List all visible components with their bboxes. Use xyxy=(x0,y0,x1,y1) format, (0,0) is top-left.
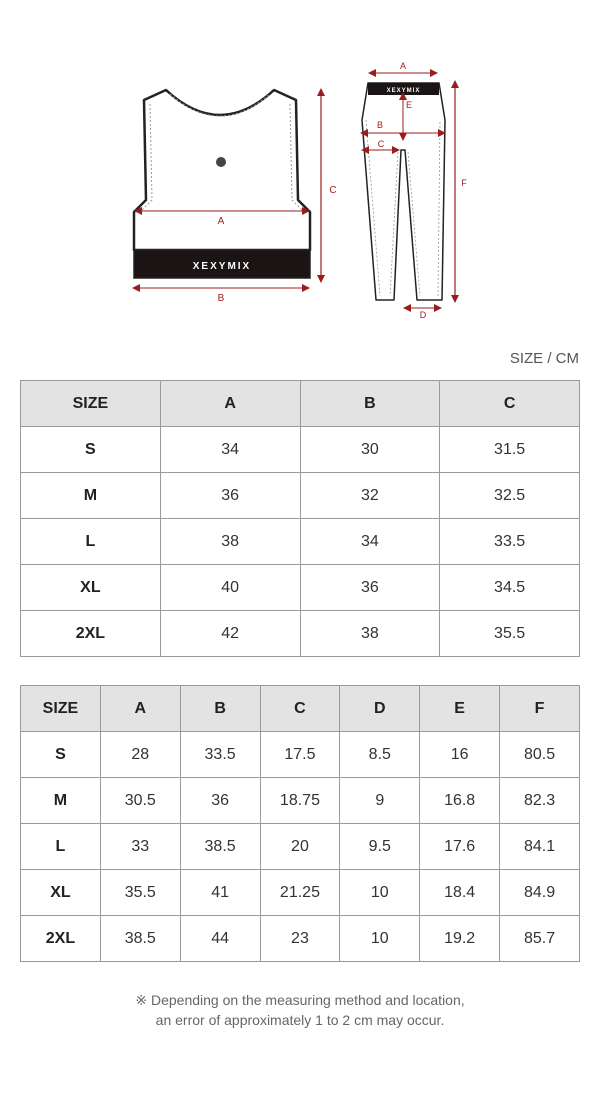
table-row xyxy=(21,824,580,870)
value-cell: 40 xyxy=(160,565,300,611)
value-cell: 32 xyxy=(300,473,440,519)
table-row xyxy=(21,427,580,473)
top-header-size: SIZE xyxy=(21,381,161,427)
value-cell: 10 xyxy=(340,916,420,962)
bottom-table-header-row xyxy=(21,686,580,732)
value-cell: 35.5 xyxy=(100,870,180,916)
value-cell: 33.5 xyxy=(180,732,260,778)
table-row xyxy=(21,732,580,778)
top-header-b: B xyxy=(300,381,440,427)
value-cell: 17.5 xyxy=(260,732,340,778)
value-cell: 44 xyxy=(180,916,260,962)
bottom-header-c: C xyxy=(260,686,340,732)
bottom-size-table xyxy=(20,685,580,962)
value-cell: 84.9 xyxy=(500,870,580,916)
value-cell: 38.5 xyxy=(100,916,180,962)
value-cell: 34 xyxy=(300,519,440,565)
size-cell: M xyxy=(21,778,101,824)
top-measure-label-c: C xyxy=(329,185,337,196)
table-row xyxy=(21,870,580,916)
value-cell: 21.25 xyxy=(260,870,340,916)
value-cell: 9.5 xyxy=(340,824,420,870)
value-cell: 36 xyxy=(160,473,300,519)
bottom-header-e: E xyxy=(420,686,500,732)
value-cell: 33.5 xyxy=(440,519,580,565)
value-cell: 84.1 xyxy=(500,824,580,870)
value-cell: 34.5 xyxy=(440,565,580,611)
size-cell: L xyxy=(21,519,161,565)
value-cell: 20 xyxy=(260,824,340,870)
table-row xyxy=(21,519,580,565)
top-header-a: A xyxy=(160,381,300,427)
table-row xyxy=(21,778,580,824)
size-cell: XL xyxy=(21,565,161,611)
value-cell: 17.6 xyxy=(420,824,500,870)
table-row xyxy=(21,916,580,962)
value-cell: 18.4 xyxy=(420,870,500,916)
size-cell: S xyxy=(21,732,101,778)
value-cell: 9 xyxy=(340,778,420,824)
value-cell: 38.5 xyxy=(180,824,260,870)
value-cell: 30 xyxy=(300,427,440,473)
unit-label: SIZE / CM xyxy=(509,350,579,367)
value-cell: 38 xyxy=(160,519,300,565)
value-cell: 41 xyxy=(180,870,260,916)
value-cell: 18.75 xyxy=(260,778,340,824)
footnote xyxy=(0,990,600,1030)
value-cell: 30.5 xyxy=(100,778,180,824)
value-cell: 8.5 xyxy=(340,732,420,778)
value-cell: 82.3 xyxy=(500,778,580,824)
value-cell: 33 xyxy=(100,824,180,870)
size-cell: L xyxy=(21,824,101,870)
bottom-header-b: B xyxy=(180,686,260,732)
top-size-table xyxy=(20,380,580,657)
value-cell: 16.8 xyxy=(420,778,500,824)
value-cell: 36 xyxy=(300,565,440,611)
crop-top-brand-logo: XEXYMIX xyxy=(192,261,252,272)
top-header-c: C xyxy=(440,381,580,427)
bottom-measure-label-f: F xyxy=(461,178,467,188)
value-cell: 38 xyxy=(300,611,440,657)
value-cell: 32.5 xyxy=(440,473,580,519)
bottom-header-f: F xyxy=(500,686,580,732)
bottom-measure-label-b: B xyxy=(376,120,384,130)
top-measure-label-a: A xyxy=(217,216,225,227)
bottom-measure-label-e: E xyxy=(405,100,413,110)
bottom-measure-label-c: C xyxy=(377,139,385,149)
size-cell: 2XL xyxy=(21,611,161,657)
table-row xyxy=(21,611,580,657)
top-measure-label-b: B xyxy=(217,293,225,304)
logo-badge-icon xyxy=(216,157,226,167)
value-cell: 34 xyxy=(160,427,300,473)
value-cell: 19.2 xyxy=(420,916,500,962)
size-cell: M xyxy=(21,473,161,519)
footnote-line-1: ※ Depending on the measuring method and location, xyxy=(135,992,465,1008)
value-cell: 23 xyxy=(260,916,340,962)
value-cell: 36 xyxy=(180,778,260,824)
size-cell: XL xyxy=(21,870,101,916)
garment-illustration xyxy=(0,0,600,340)
value-cell: 35.5 xyxy=(440,611,580,657)
bottom-header-a: A xyxy=(100,686,180,732)
value-cell: 10 xyxy=(340,870,420,916)
leggings-brand-logo: XEXYMIX xyxy=(386,88,421,94)
top-table-header-row xyxy=(21,381,580,427)
bottom-measure-label-d: D xyxy=(419,310,427,320)
footnote-line-2: an error of approximately 1 to 2 cm may occur. xyxy=(155,1012,445,1028)
value-cell: 42 xyxy=(160,611,300,657)
value-cell: 31.5 xyxy=(440,427,580,473)
value-cell: 85.7 xyxy=(500,916,580,962)
value-cell: 28 xyxy=(100,732,180,778)
table-row xyxy=(21,565,580,611)
size-cell: 2XL xyxy=(21,916,101,962)
table-row xyxy=(21,473,580,519)
value-cell: 80.5 xyxy=(500,732,580,778)
leggings-drawing xyxy=(362,61,467,320)
bottom-header-size: SIZE xyxy=(21,686,101,732)
crop-top-drawing xyxy=(134,90,337,304)
size-cell: S xyxy=(21,427,161,473)
bottom-measure-label-a: A xyxy=(399,61,407,71)
value-cell: 16 xyxy=(420,732,500,778)
bottom-header-d: D xyxy=(340,686,420,732)
